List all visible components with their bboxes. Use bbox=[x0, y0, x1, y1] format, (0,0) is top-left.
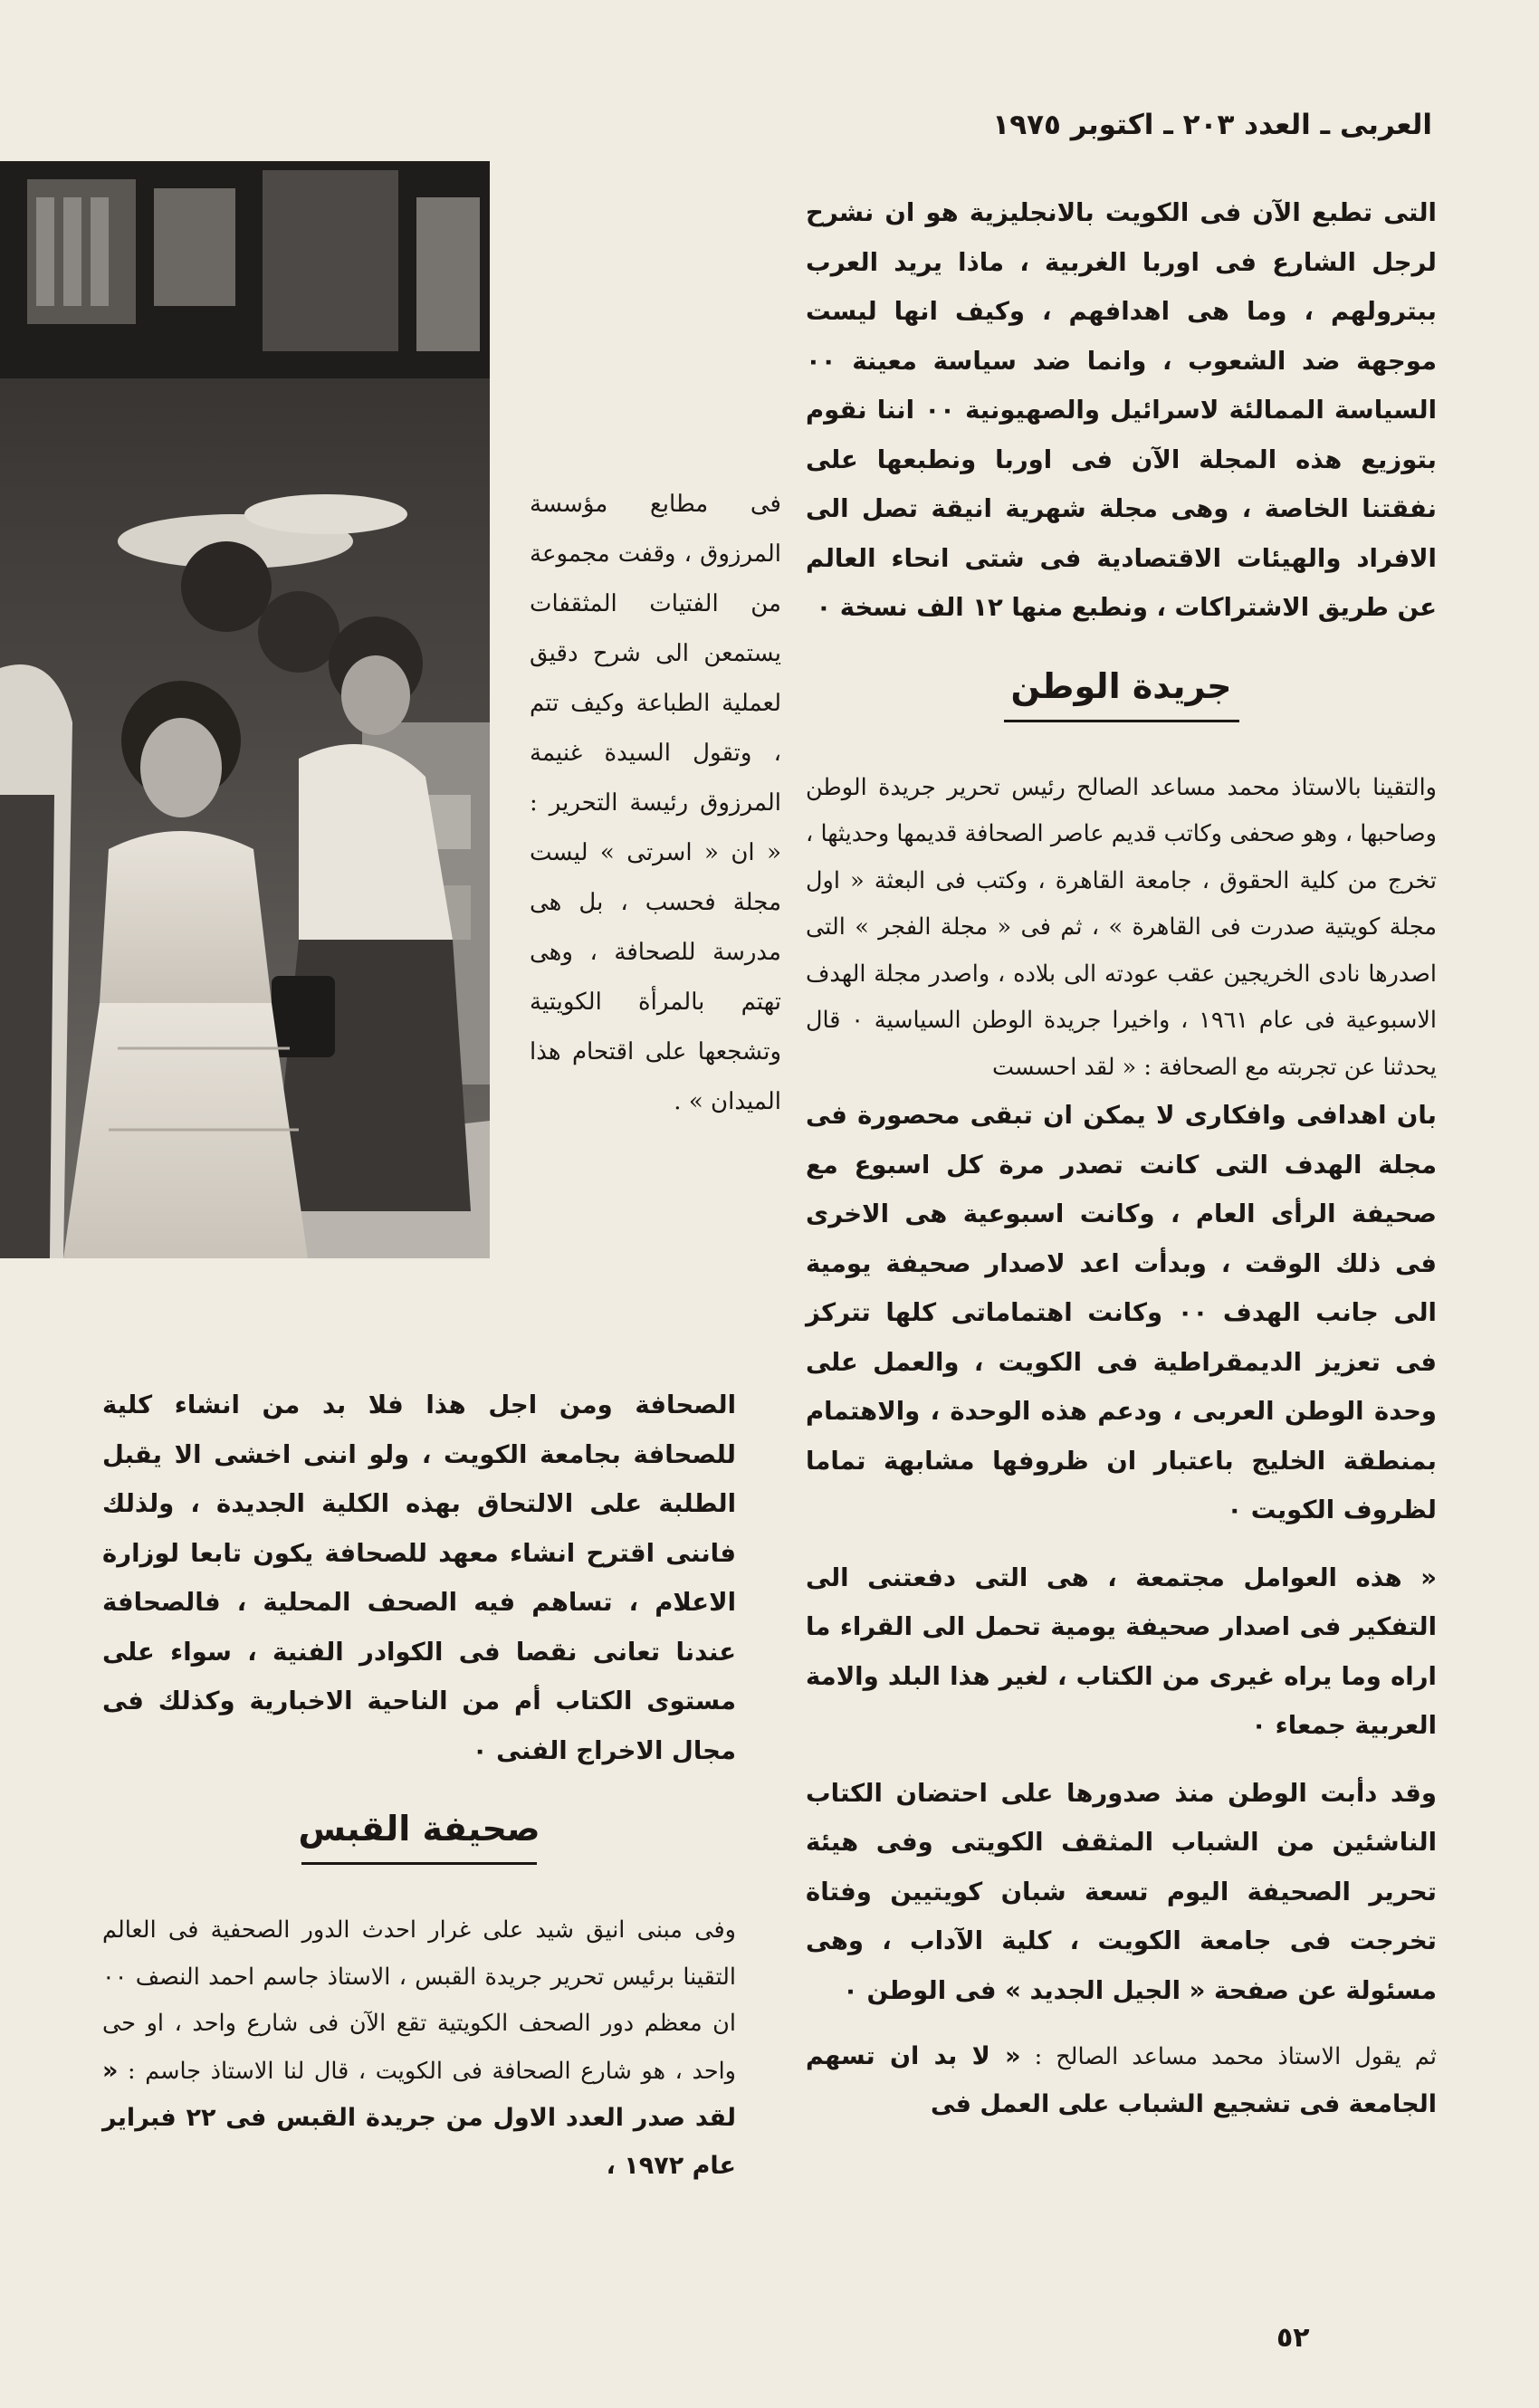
section-heading-watan: جريدة الوطن bbox=[1010, 665, 1232, 706]
watan-paragraph-3: « هذه العوامل مجتمعة ، هى التى دفعتنى الى التفكير فى اصدار صحيفة يومية تحمل الى القراء ما اراه وما يراه غيرى من الكتاب ، لغير هذا البلد والامة العربية جمعاء ٠ bbox=[806, 1562, 1437, 1740]
photo-caption: فى مطابع مؤسسة المرزوق ، وقفت مجموعة من الفتيات المثقفات يستمعن الى شرح دقيق لعملية الطباعة وكيف تتم ، وتقول السيدة غنيمة المرزوق رئيسة التحرير : « ان « اسرتى » ليست مجلة فحسب ، بل هى مدرسة للصحافة ، وهى تهتم بالمرأة الكويتية وتشجعها على اقتحام هذا الميدان » . bbox=[530, 491, 781, 1115]
heading-underline bbox=[1004, 720, 1239, 722]
heading-underline bbox=[301, 1862, 537, 1865]
section-heading-qabas: صحيفة القبس bbox=[298, 1809, 540, 1849]
watan-heading-block bbox=[806, 664, 1437, 747]
photo-illustration bbox=[0, 161, 490, 1258]
watan-paragraph-5-intro: ثم يقول الاستاذ محمد مساعد الصالح : bbox=[1020, 2043, 1438, 2070]
qabas-paragraph-text: وفى مبنى انيق شيد على غرار احدث الدور الصحفية فى العالم التقينا برئيس تحرير جريدة القبس ، الاستاذ جاسم احمد النصف ٠٠ ان معظم دور الصحف الكويتية تقع الآن فى شارع واحد ، او حى واحد ، هو شارع الصحافة فى الكويت ، قال لنا الاستاذ جاسم : bbox=[102, 1916, 736, 2085]
watan-paragraph-2: بان اهدافى وافكارى لا يمكن ان تبقى محصورة فى مجلة الهدف التى كانت تصدر مرة كل اسبوع مع صحيفة الرأى العام ، وكانت اسبوعية هى الاخرى فى ذلك الوقت ، وبدأت اعد لاصدار صحيفة يومية الى جانب الهدف ٠٠ وكانت اهتماماتى كلها تتركز فى تعزيز الديمقراطية فى الكويت ، والعمل على وحدة الوطن العربى ، ودعم هذه الوحدة ، والاهتمام بمنطقة الخليج باعتبار ان ظروفها مشابهة تماما لظروف الكويت ٠ bbox=[806, 1101, 1437, 1524]
right-column bbox=[806, 188, 1437, 2128]
watan-paragraph-1: والتقينا بالاستاذ محمد مساعد الصالح رئيس تحرير جريدة الوطن وصاحبها ، وهو صحفى وكاتب قديم عاصر الصحافة قديمها وحديثها ، تخرج من كلية الحقوق ، جامعة القاهرة ، وكتب فى البعثة « اول مجلة كويتية صدرت فى القاهرة » ، ثم فى « مجلة الفجر » التى اصدرها نادى الخريجين عقب عودته الى بلاده ، واصدر مجلة الهدف الاسبوعية فى عام ١٩٦١ ، واخيرا جريدة الوطن السياسية ٠ قال يحدثنا عن تجربته مع الصحافة : « لقد احسست bbox=[806, 773, 1437, 1081]
qabas-paragraph-quote: « لقد صدر العدد الاول من جريدة القبس فى ٢٢ فبراير عام ١٩٧٢ ، bbox=[102, 2056, 737, 2180]
printing-room-photo bbox=[0, 161, 490, 1258]
intro-paragraph: التى تطبع الآن فى الكويت بالانجليزية هو ان نشرح لرجل الشارع فى اوربا الغربية ، ماذا يريد العرب ببترولهم ، وما هى اهدافهم ، وكيف انها ليست موجهة ضد الشعوب ، وانما ضد سياسة معينة ٠٠ السياسة الممالئة لاسرائيل والصهيونية ٠٠ اننا نقوم بتوزيع هذه المجلة الآن فى اوربا ونطبعها على نفقتنا الخاصة ، وهى مجلة شهرية انيقة تصل الى الافراد والهيئات الاقتصادية فى شتى انحاء العالم عن طريق الاشتراكات ، ونطبع منها ١٢ الف نسخة ٠ bbox=[806, 198, 1437, 622]
continuation-paragraph: الصحافة ومن اجل هذا فلا بد من انشاء كلية للصحافة بجامعة الكويت ، ولو اننى اخشى الا يقبل الطلبة على الالتحاق بهذه الكلية الجديدة ، ولذلك فاننى اقترح انشاء معهد للصحافة يكون تابعا لوزارة الاعلام ، تساهم فيه الصحف المحلية ، فالصحافة عندنا تعانى نقصا فى الكوادر الفنية ، سواء على مستوى الكتاب أم من الناحية الاخبارية وكذلك فى مجال الاخراج الفنى ٠ bbox=[102, 1390, 736, 1765]
running-head: العربى ـ العدد ٢٠٣ ـ اكتوبر ١٩٧٥ bbox=[992, 109, 1432, 141]
watan-paragraph-5 bbox=[806, 2033, 1437, 2128]
page-number: ٥٢ bbox=[1276, 2322, 1310, 2354]
left-column bbox=[102, 1381, 736, 2190]
watan-paragraph-4: وقد دأبت الوطن منذ صدورها على احتضان الكتاب الناشئين من الشباب المثقف الكويتى وفى هيئة تحرير الصحيفة اليوم تسعة شبان كويتيين وفتاة تخرجت فى جامعة الكويت ، كلية الآداب ، وهى مسئولة عن صفحة « الجيل الجديد » فى الوطن ٠ bbox=[806, 1778, 1437, 2005]
qabas-paragraph bbox=[102, 1907, 736, 2190]
watan-paragraph-5-quote: « لا بد ان تسهم الجامعة فى تشجيع الشباب على العمل فى bbox=[806, 2042, 1437, 2118]
qabas-heading-block bbox=[102, 1806, 736, 1889]
